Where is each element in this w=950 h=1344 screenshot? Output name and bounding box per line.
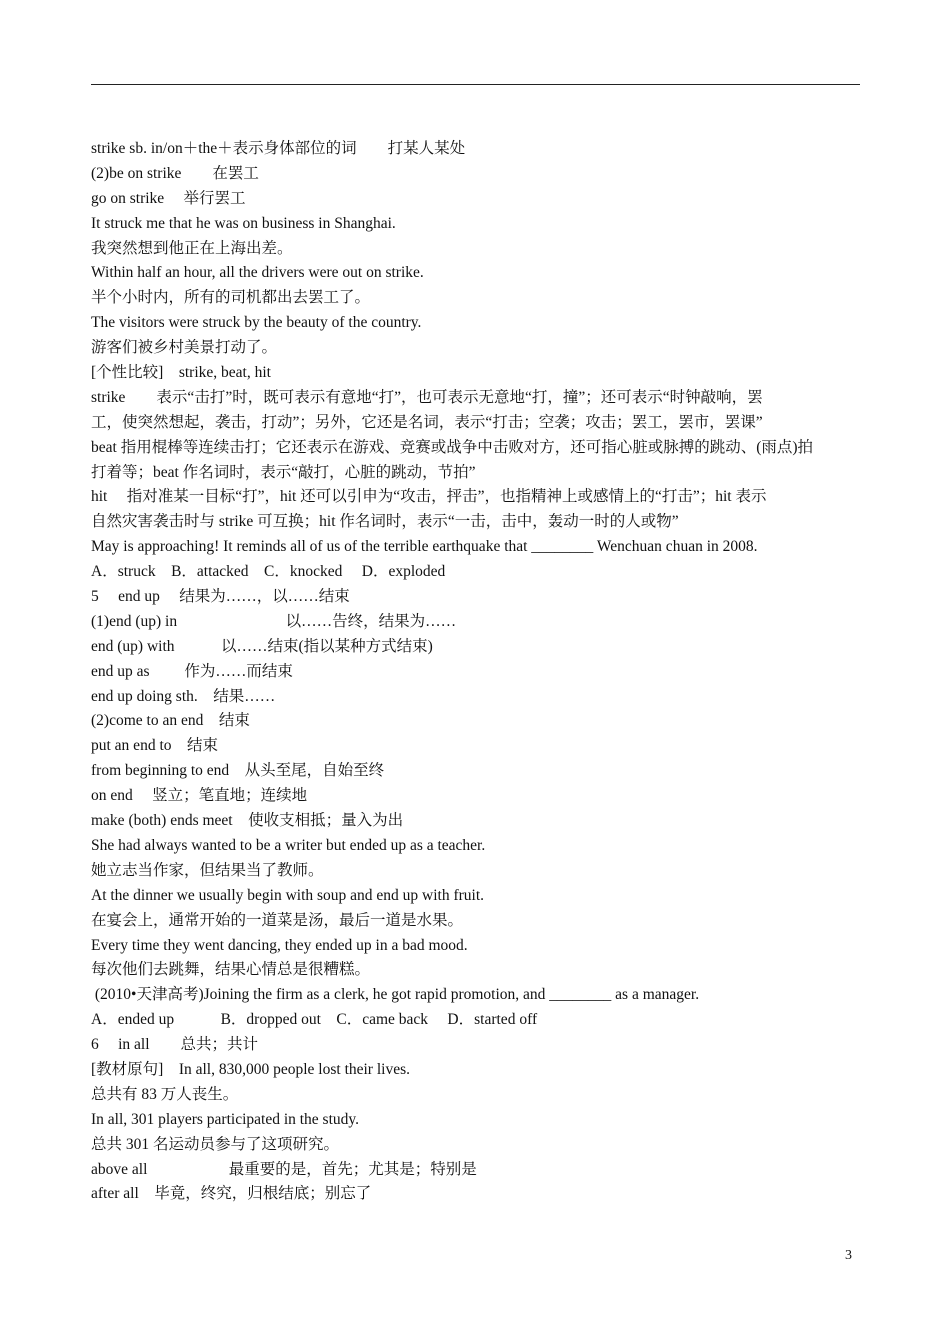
example-sentence: She had always wanted to be a writer but ended up as a teacher. [91, 836, 486, 854]
text-line: on end 竖立；笔直地；连续地 [91, 787, 308, 805]
translation: 我突然想到他正在上海出差。 [91, 239, 293, 257]
page-number: 3 [845, 1248, 852, 1263]
translation: 她立志当作家，但结果当了教师。 [91, 861, 324, 879]
header-rule [91, 84, 860, 85]
text-line: from beginning to end 从头至尾，自始至终 [91, 762, 385, 780]
item-heading: 6 in all 总共；共计 [91, 1036, 259, 1054]
translation: 总共有 83 万人丧生。 [91, 1085, 239, 1103]
translation: 总共 301 名运动员参与了这项研究。 [91, 1135, 340, 1153]
comparison-text: beat 指用棍棒等连续击打；它还表示在游戏、竞赛或战争中击败对方，还可指心脏或脉搏的跳动、(雨点)拍 [91, 438, 814, 456]
comparison-text: hit 指对准某一目标“打”，hit 还可以引申为“攻击，抨击”，也指精神上或感情上的“打击”；hit 表示 [91, 488, 767, 506]
example-sentence: Every time they went dancing, they ended up in a bad mood. [91, 936, 468, 954]
translation: 半个小时内，所有的司机都出去罢工了。 [91, 289, 371, 307]
section-heading: [个性比较] strike, beat, hit [91, 364, 271, 382]
text-line: (2)be on strike 在罢工 [91, 164, 259, 182]
document-body [91, 137, 863, 1207]
exercise-options: A．ended up B．dropped out C．came back D．started off [91, 1011, 538, 1029]
text-line: go on strike 举行罢工 [91, 189, 246, 207]
translation: 在宴会上，通常开始的一道菜是汤，最后一道是水果。 [91, 911, 464, 929]
example-sentence: It struck me that he was on business in Shanghai. [91, 214, 396, 232]
example-sentence: Within half an hour, all the drivers were out on strike. [91, 264, 424, 282]
text-line: above all 最重要的是，首先；尤其是；特别是 [91, 1160, 477, 1178]
text-line: put an end to 结束 [91, 737, 218, 755]
textbook-sentence: [教材原句] In all, 830,000 people lost their lives. [91, 1060, 410, 1078]
example-sentence: At the dinner we usually begin with soup and end up with fruit. [91, 886, 485, 904]
text-line: (2)come to an end 结束 [91, 712, 250, 730]
example-sentence: In all, 301 players participated in the study. [91, 1110, 360, 1128]
comparison-text: 工，使突然想起，袭击，打动”；另外，它还是名词，表示“打击；空袭；攻击；罢工，罢市，罢课” [91, 413, 763, 431]
comparison-text: strike 表示“击打”时，既可表示有意地“打”，也可表示无意地“打，撞”；还可表示“时钟敲响，罢 [91, 388, 763, 406]
exercise-question: (2010•天津高考)Joining the firm as a clerk, he got rapid promotion, and ________ as a manager. [91, 986, 700, 1004]
text-line: end (up) with 以……结束(指以某种方式结束) [91, 637, 433, 655]
text-line: end up as 作为……而结束 [91, 662, 293, 680]
translation: 游客们被乡村美景打动了。 [91, 339, 278, 357]
text-line: after all 毕竟，终究，归根结底；别忘了 [91, 1185, 372, 1203]
text-line: (1)end (up) in 以……告终，结果为…… [91, 612, 457, 630]
example-sentence: The visitors were struck by the beauty of the country. [91, 314, 422, 332]
text-line: end up doing sth. 结果…… [91, 687, 276, 705]
exercise-options: A．struck B．attacked C．knocked D．exploded [91, 563, 446, 581]
translation: 每次他们去跳舞，结果心情总是很糟糕。 [91, 961, 371, 979]
text-line: strike sb. in/on＋the＋表示身体部位的词 打某人某处 [91, 140, 466, 157]
comparison-text: 自然灾害袭击时与 strike 可互换；hit 作名词时，表示“一击，击中，轰动一时的人或物” [91, 513, 679, 531]
item-heading: 5 end up 结果为……，以……结束 [91, 588, 350, 606]
exercise-question: May is approaching! It reminds all of us of the terrible earthquake that ________ Wenchuan chuan in 2008. [91, 538, 758, 556]
comparison-text: 打着等；beat 作名词时，表示“敲打，心脏的跳动，节拍” [91, 463, 476, 481]
text-line: make (both) ends meet 使收支相抵；量入为出 [91, 812, 404, 830]
